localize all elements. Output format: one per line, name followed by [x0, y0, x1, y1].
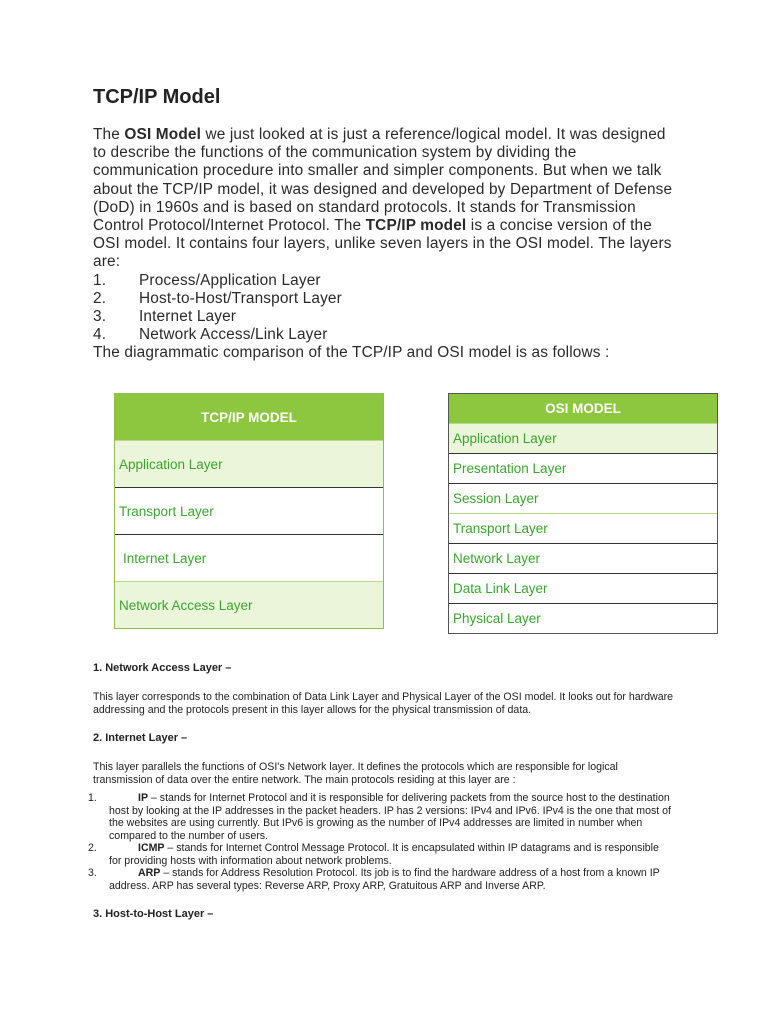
table-row: Internet Layer	[115, 534, 383, 581]
tcpip-model-bold: TCP/IP model	[365, 217, 467, 235]
table-row: Presentation Layer	[449, 453, 717, 483]
table-row: Application Layer	[115, 440, 383, 487]
section-heading: 3. Host-to-Host Layer –	[93, 908, 214, 920]
osi-model-bold: OSI Model	[124, 126, 202, 143]
table-row: Application Layer	[449, 423, 717, 453]
page-title: TCP/IP Model	[93, 86, 221, 108]
tcpip-table-header: TCP/IP MODEL	[115, 394, 383, 440]
table-row: Transport Layer	[449, 513, 717, 543]
list-item: 1. Process/Application Layer	[93, 271, 321, 289]
table-row: Data Link Layer	[449, 573, 717, 603]
table-row: Session Layer	[449, 483, 717, 513]
table-row: Transport Layer	[115, 487, 383, 534]
list-item: 3. Internet Layer	[93, 308, 237, 326]
list-item: 2. Host-to-Host/Transport Layer	[93, 289, 342, 307]
comparison-text: The diagrammatic comparison of the TCP/IP and OSI model is as follows :	[93, 344, 610, 362]
intro-text: The OSI Model we just looked at is just a reference/logical model. It was designed to describe the functions of the communication system by dividing the communication procedure into smaller and simpler components. But when we talk about the TCP/IP model, it was designed and developed by Department of Defense (DoD) in 1960s and is based on standard protocols. It stands for Transmission Control Protocol/Internet Protocol. The TCP/IP model is a concise version of the OSI model. It contains four layers, unlike seven layers in the OSI model. The layers are:	[93, 126, 673, 271]
list-item: 2. ICMP – stands for Internet Control Message Protocol. It is encapsulated within IP datagrams and is responsible for providing hosts with information about network problems.	[88, 842, 659, 867]
intro-paragraph	[93, 126, 673, 363]
table-row: Physical Layer	[449, 603, 717, 633]
section-body: This layer corresponds to the combination of Data Link Layer and Physical Layer of the OSI model. It looks out for hardware addressing and the protocols present in this layer allows for the physical transmission of data.	[93, 691, 674, 716]
osi-table-header: OSI MODEL	[449, 394, 717, 423]
layer-list	[93, 272, 673, 345]
tcpip-model-table	[114, 393, 384, 629]
section-heading: 1. Network Access Layer –	[93, 662, 232, 674]
section-body: This layer parallels the functions of OSI's Network layer. It defines the protocols which are responsible for logical transmission of data over the entire network. The main protocols residing at this layer are :	[93, 761, 618, 786]
table-row: Network Layer	[449, 543, 717, 573]
section-heading: 2. Internet Layer –	[93, 732, 188, 744]
osi-model-table	[448, 393, 718, 634]
list-item: 3. ARP – stands for Address Resolution Protocol. Its job is to find the hardware address of a host from a known IP address. ARP has several types: Reverse ARP, Proxy ARP, Gratuitous ARP and Inverse ARP.	[88, 867, 660, 892]
table-row: Network Access Layer	[115, 581, 383, 628]
list-item: 4. Network Access/Link Layer	[93, 326, 328, 344]
list-item: 1. IP – stands for Internet Protocol and it is responsible for delivering packets from the source host to the destination host by looking at the IP addresses in the packet headers. IP has 2 versions: IPv4 and IPv6. IPv4 is the one that most of the websites are using currently. But IPv6 is growing as the number of IPv4 addresses are limited in number when compared to the number of users.	[88, 792, 671, 842]
